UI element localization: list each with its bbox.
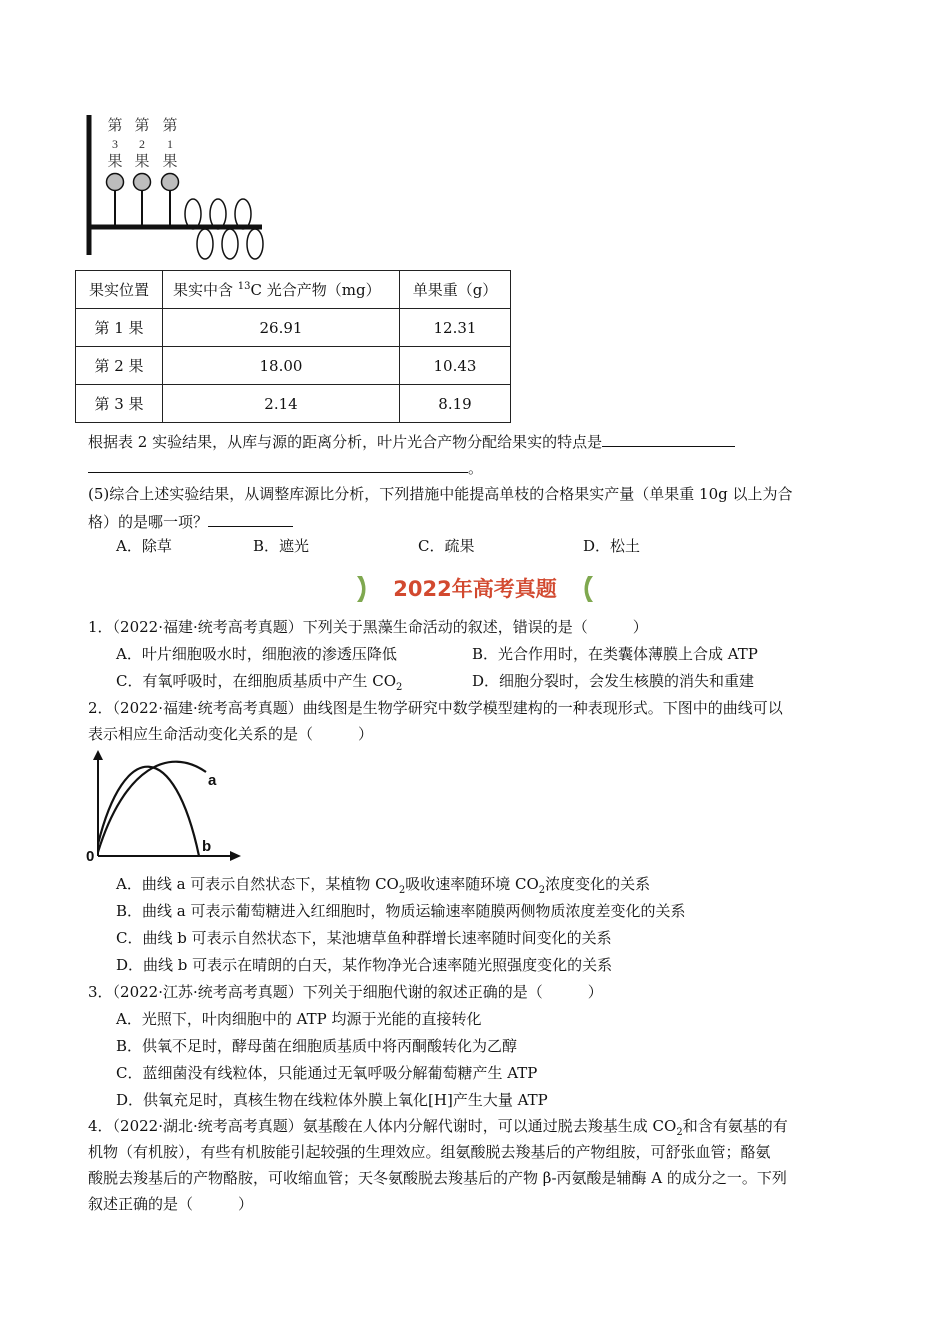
- label-fruit-3-num: 3: [112, 137, 118, 151]
- table-cell: 18.00: [163, 347, 400, 385]
- q3-option-d: D．供氧充足时，真核生物在线粒体外膜上氧化[H]产生大量 ATP: [116, 1091, 548, 1109]
- answer-blank[interactable]: [208, 510, 293, 527]
- table-header-weight: 单果重（g）: [400, 271, 511, 309]
- fruit-1: [162, 174, 179, 191]
- fruit-branch-diagram: [80, 110, 280, 265]
- option-b: B．遮光: [253, 537, 310, 555]
- table-header-position: 果实位置: [76, 271, 163, 309]
- label-fruit-1-num: 1: [167, 137, 173, 151]
- table-cell: 8.19: [400, 385, 511, 423]
- q2-option-c: C．曲线 b 可表示自然状态下，某池塘草鱼种群增长速率随时间变化的关系: [116, 929, 612, 947]
- fruit-data-table: [75, 270, 511, 423]
- table-cell: 第 1 果: [76, 309, 163, 347]
- q3-option-b: B．供氧不足时，酵母菌在细胞质基质中将丙酮酸转化为乙醇: [116, 1037, 518, 1055]
- table-header-product: 果实中含 $^{13}$C 光合产物（mg）: [163, 271, 400, 309]
- q3-option-a: A．光照下，叶肉细胞中的 ATP 均源于光能的直接转化: [116, 1010, 482, 1028]
- question-4-blank-line: 。: [88, 456, 483, 478]
- answer-blank[interactable]: [602, 430, 735, 447]
- question-3-stem: 3．（2022·江苏·统考高考真题）下列关于细胞代谢的叙述正确的是（ ）: [88, 983, 603, 1001]
- leaf: [247, 229, 263, 259]
- q1-option-a: A．叶片细胞吸水时，细胞液的渗透压降低: [116, 645, 397, 663]
- option-c: C．疏果: [418, 537, 475, 555]
- label-fruit-3-char1: 第: [107, 118, 123, 134]
- label-fruit-2-char1: 第: [134, 118, 150, 134]
- option-a: A．除草: [116, 537, 172, 555]
- label-fruit-3-char2: 果: [107, 154, 123, 170]
- option-d: D．松土: [583, 537, 641, 555]
- table-cell: 12.31: [400, 309, 511, 347]
- answer-blank[interactable]: [88, 456, 468, 473]
- curve-a: [98, 762, 206, 852]
- question-5-line2: 格）的是哪一项？: [88, 510, 293, 532]
- question-2-stem-line2: 表示相应生命活动变化关系的是（ ）: [88, 725, 374, 743]
- label-fruit-2-char2: 果: [134, 154, 150, 170]
- label-fruit-2-num: 2: [139, 137, 145, 151]
- table-cell: 2.14: [163, 385, 400, 423]
- question-2-stem-line1: 2．（2022·福建·统考高考真题）曲线图是生物学研究中数学模型建构的一种表现形式。下图中的曲线可以: [88, 699, 783, 717]
- label-fruit-1-char1: 第: [162, 118, 178, 134]
- leaf: [197, 229, 213, 259]
- question-4-text: 根据表 2 实验结果，从库与源的距离分析，叶片光合产物分配给果实的特点是: [88, 430, 735, 452]
- q2-option-b: B．曲线 a 可表示葡萄糖进入红细胞时，物质运输速率随膜两侧物质浓度差变化的关系: [116, 902, 686, 920]
- table-cell: 第 2 果: [76, 347, 163, 385]
- curve-a-label: a: [208, 772, 217, 789]
- fruit-3: [107, 174, 124, 191]
- table-cell: 第 3 果: [76, 385, 163, 423]
- question-1-stem: 1．（2022·福建·统考高考真题）下列关于黑藻生命活动的叙述，错误的是（ ）: [88, 618, 648, 636]
- fruit-2: [134, 174, 151, 191]
- table-cell: 26.91: [163, 309, 400, 347]
- section-banner: [355, 572, 595, 606]
- section-title: 2022年高考真题: [393, 577, 557, 601]
- x-axis-arrow-icon: [230, 851, 241, 861]
- table-row: [76, 309, 511, 347]
- leaf: [222, 229, 238, 259]
- question-4-stem-line4: 叙述正确的是（ ）: [88, 1195, 254, 1213]
- y-axis-arrow-icon: [93, 750, 103, 760]
- table-header-row: [76, 271, 511, 309]
- question-4-stem-line2: 机物（有机胺），有些有机胺能引起较强的生理效应。组氨酸脱去羧基后的产物组胺，可舒张血管；酪氨: [88, 1143, 771, 1161]
- label-fruit-1-char2: 果: [162, 154, 178, 170]
- curve-b-label: b: [202, 838, 212, 855]
- question-4-stem-line3: 酸脱去羧基后的产物酪胺，可收缩血管；天冬氨酸脱去羧基后的产物 β-丙氨酸是辅酶 A 的成分之一。下列: [88, 1169, 787, 1187]
- table-row: [76, 347, 511, 385]
- question-4-stem-line1: 4．（2022·湖北·统考高考真题）氨基酸在人体内分解代谢时，可以通过脱去羧基生成 $CO_2$和含有氨基的有: [88, 1117, 788, 1138]
- q1-option-b: B．光合作用时，在类囊体薄膜上合成 ATP: [472, 645, 758, 663]
- origin-label: 0: [86, 848, 95, 865]
- table-row: [76, 385, 511, 423]
- q3-option-c: C．蓝细菌没有线粒体，只能通过无氧呼吸分解葡萄糖产生 ATP: [116, 1064, 538, 1082]
- table-cell: 10.43: [400, 347, 511, 385]
- q2-option-d: D．曲线 b 可表示在晴朗的白天，某作物净光合速率随光照强度变化的关系: [116, 956, 613, 974]
- q2-option-a: A．曲线 a 可表示自然状态下，某植物 $CO_2$吸收速率随环境 $CO_2$浓度变化的关系: [116, 875, 651, 896]
- q1-option-c: C．有氧呼吸时，在细胞质基质中产生 $CO_2$: [116, 672, 403, 693]
- q2-curve-graph: [84, 748, 244, 868]
- q1-option-d: D．细胞分裂时，会发生核膜的消失和重建: [472, 672, 755, 690]
- question-5-line1: (5)综合上述实验结果，从调整库源比分析，下列措施中能提高单枝的合格果实产量（单果重 10g 以上为合: [88, 485, 793, 503]
